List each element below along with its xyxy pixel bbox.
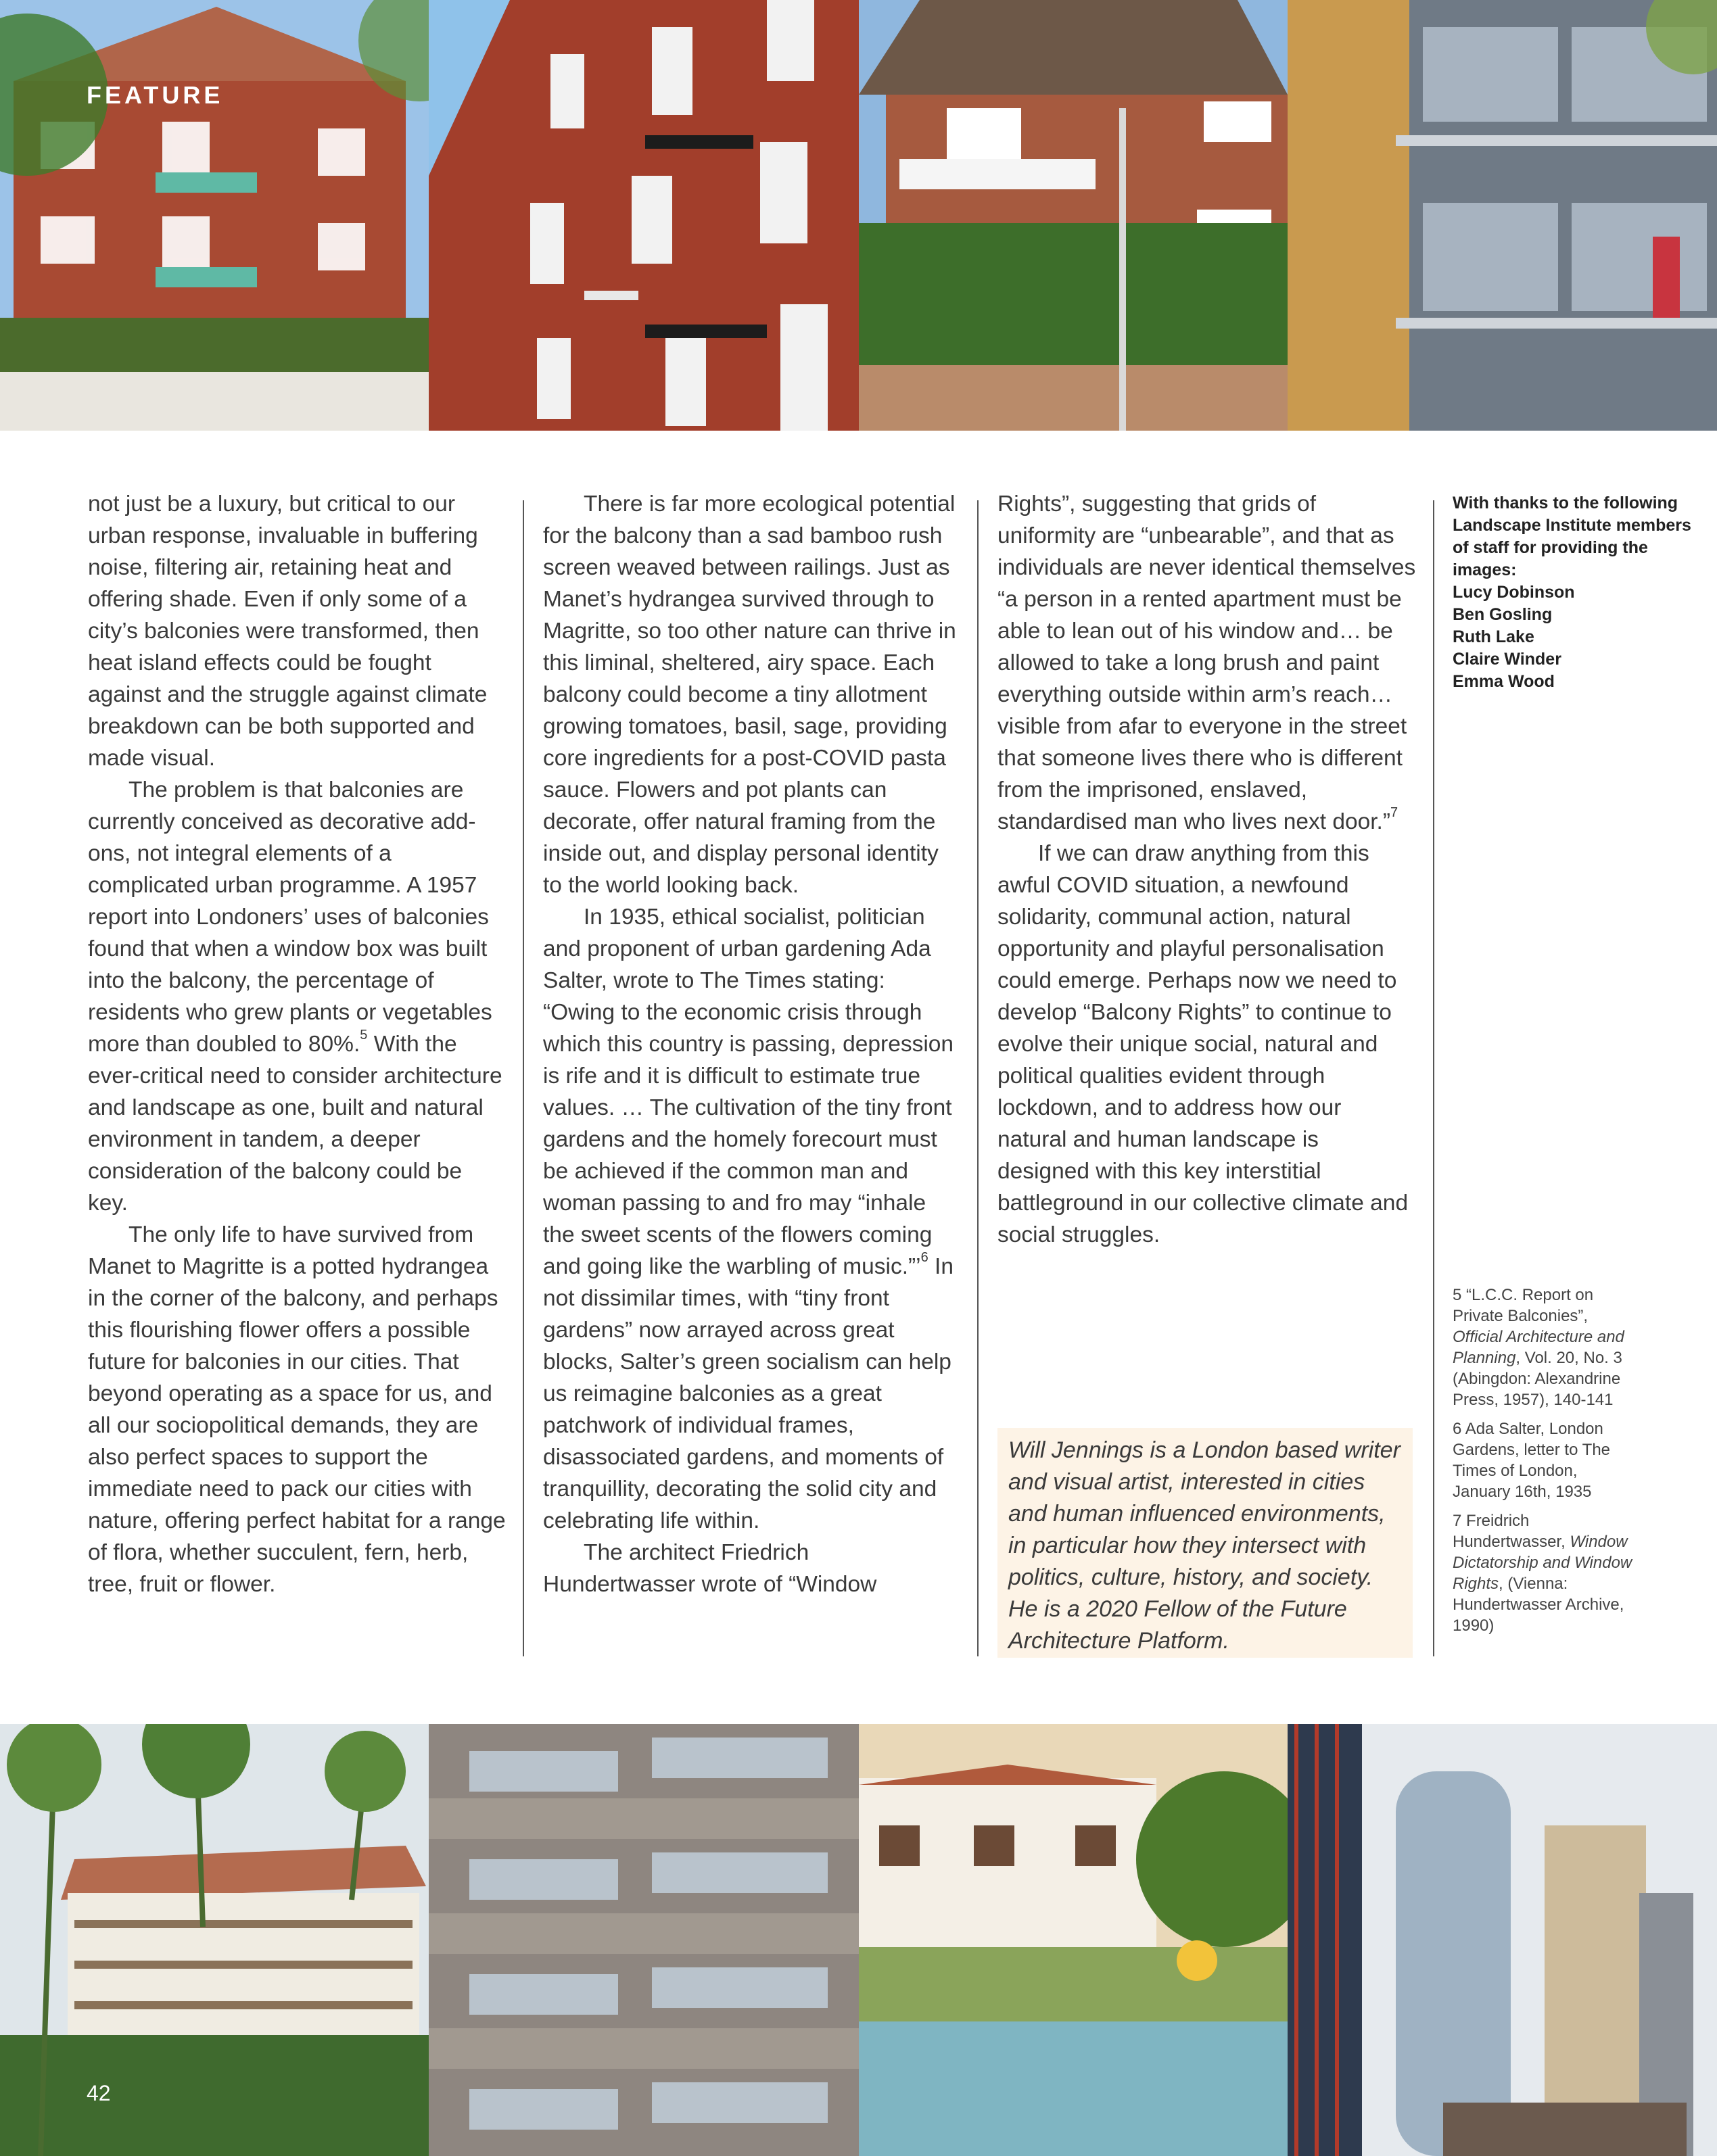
footnote-ref[interactable]: 6 [920,1250,928,1265]
credit-name: Lucy Dobinson [1453,583,1575,602]
brick-flats-photo [0,0,429,431]
paragraph: Rights”, suggesting that grids of uniformity are “unbearable”, and that as individuals are never identical themselves “a person in a rented apartment must be able to lean out of his window and… be allowed to take a long brush and paint everything outside within arm’s reach… visible from afar to everyone in the street that someone lives there who is different from the imprisoned, enslaved, standardised man who lives next door.”$^7$ [997,492,1416,834]
paragraph: The problem is that balconies are currently conceived as decorative add-ons, not integral elements of a complicated urban programme. A 1957 report into Londoners’ uses of balconies found that when a window box was built into the balcony, the percentage of residents who grew plants or vegetables more than doubled to 80%.$^5$ With the ever-critical need to consider architecture and landscape as one, built and natural environment in tandem, a deeper consideration of the balcony could be key. [88,777,502,1216]
paragraph: If we can draw anything from this awful COVID situation, a newfound solidarity, communal action, natural opportunity and playful personalisation could emerge. Perhaps now we need to develop “Balcony Rights” to continue to evolve their unique social, natural and political qualities evident through lockdown, and to address how our natural and human landscape is designed with this key interstitial battleground in our collective climate and social struggles. [997,841,1409,1247]
image-credits [1453,492,1703,693]
footnote: 5 “L.C.C. Report on Private Balconies”, Official Architecture and Planning, Vol. 20, No. 3 (Abingdon: Alexandrine Press, 1957), 140-141 [1453,1286,1624,1409]
bottom-photo-strip [0,1724,1717,2156]
footnote-ref[interactable]: 7 [1390,805,1398,820]
concrete-tower-photo [429,1724,859,2156]
paragraph: There is far more ecological potential for the balcony than a sad bamboo rush screen weaved between railings. Just as Manet’s hydrangea survived through to Magritte, so too other nature can thrive in this liminal, sheltered, airy space. Each balcony could become a tiny allotment growing tomatoes, basil, sage, providing core ingredients for a post-COVID pasta sauce. Flowers and pot plants can decorate, offer natural framing from the inside out, and display personal identity to the world looking back. [543,492,956,898]
city-towers-photo [1288,1724,1717,2156]
page-number: 42 [87,2081,111,2105]
footnotes [1453,1285,1635,1644]
glass-balconies-photo [1288,0,1717,431]
author-bio: Will Jennings is a London based writer and visual artist, interested in cities and human influenced environments, in particular how they intersect with politics, culture, history, and society. He is a 2020 Fellow of the Future Architecture Platform. [997,1428,1413,1658]
paragraph: not just be a luxury, but critical to our urban response, invaluable in buffering noise, filtering air, retaining heat and offering shade. Even if only some of a city’s balconies were transformed, then heat island effects could be fought against and the struggle against climate breakdown can be both supported and made visual. [88,492,488,771]
suburban-house-photo [859,0,1288,431]
paragraph: The architect Friedrich Hundertwasser wrote of “Window [543,1540,877,1597]
poolside-villas-photo [859,1724,1288,2156]
text-column-2 [543,488,962,1600]
column-divider [1433,500,1434,1656]
column-divider [523,500,524,1656]
paragraph: In 1935, ethical socialist, politician and proponent of urban gardening Ada Salter, wrote to The Times stating: “Owing to the economic crisis through which this country is passing, depression is rife and it is difficult to estimate true values. … The cultivation of the tiny front gardens and the homely forecourt must be achieved if the common man and woman passing to and fro may “inhale the sweet scents of the flowers coming and going like the warbling of music.”’$^6$ In not dissimilar times, with “tiny front gardens” now arrayed across great blocks, Salter’s green socialism can help us reimagine balconies as a great patchwork of individual frames, disassociated gardens, and moments of tranquillity, decorating the solid city and celebrating life within. [543,905,954,1533]
credit-name: Ruth Lake [1453,627,1534,646]
tropical-hotel-photo [0,1724,429,2156]
column-divider [977,500,979,1656]
credit-name: Ben Gosling [1453,605,1553,624]
footnote: 6 Ada Salter, London Gardens, letter to The Times of London, January 16th, 1935 [1453,1420,1611,1501]
paragraph: The only life to have survived from Manet to Magritte is a potted hydrangea in the corner of the balcony, and perhaps this flourishing flower offers a possible future for balconies in our cities. That beyond operating as a space for us, and all our sociopolitical demands, they are also perfect spaces to support the immediate need to pack our cities with nature, offering perfect habitat for a range of flora, whether succulent, fern, herb, tree, fruit or flower. [88,1222,506,1597]
credit-name: Claire Winder [1453,650,1561,669]
red-brick-balconies-photo [429,0,859,431]
credits-intro: With thanks to the following Landscape Institute members of staff for providing the images: [1453,494,1691,579]
credit-name: Emma Wood [1453,672,1555,691]
footnote-ref[interactable]: 5 [360,1028,368,1043]
text-column-3 [997,488,1417,1251]
section-label: FEATURE [87,81,224,109]
text-column-1 [88,488,507,1600]
top-photo-strip [0,0,1717,431]
footnote: 7 Freidrich Hundertwasser, Window Dictatorship and Window Rights, (Vienna: Hundertwasser Archive, 1990) [1453,1512,1632,1635]
